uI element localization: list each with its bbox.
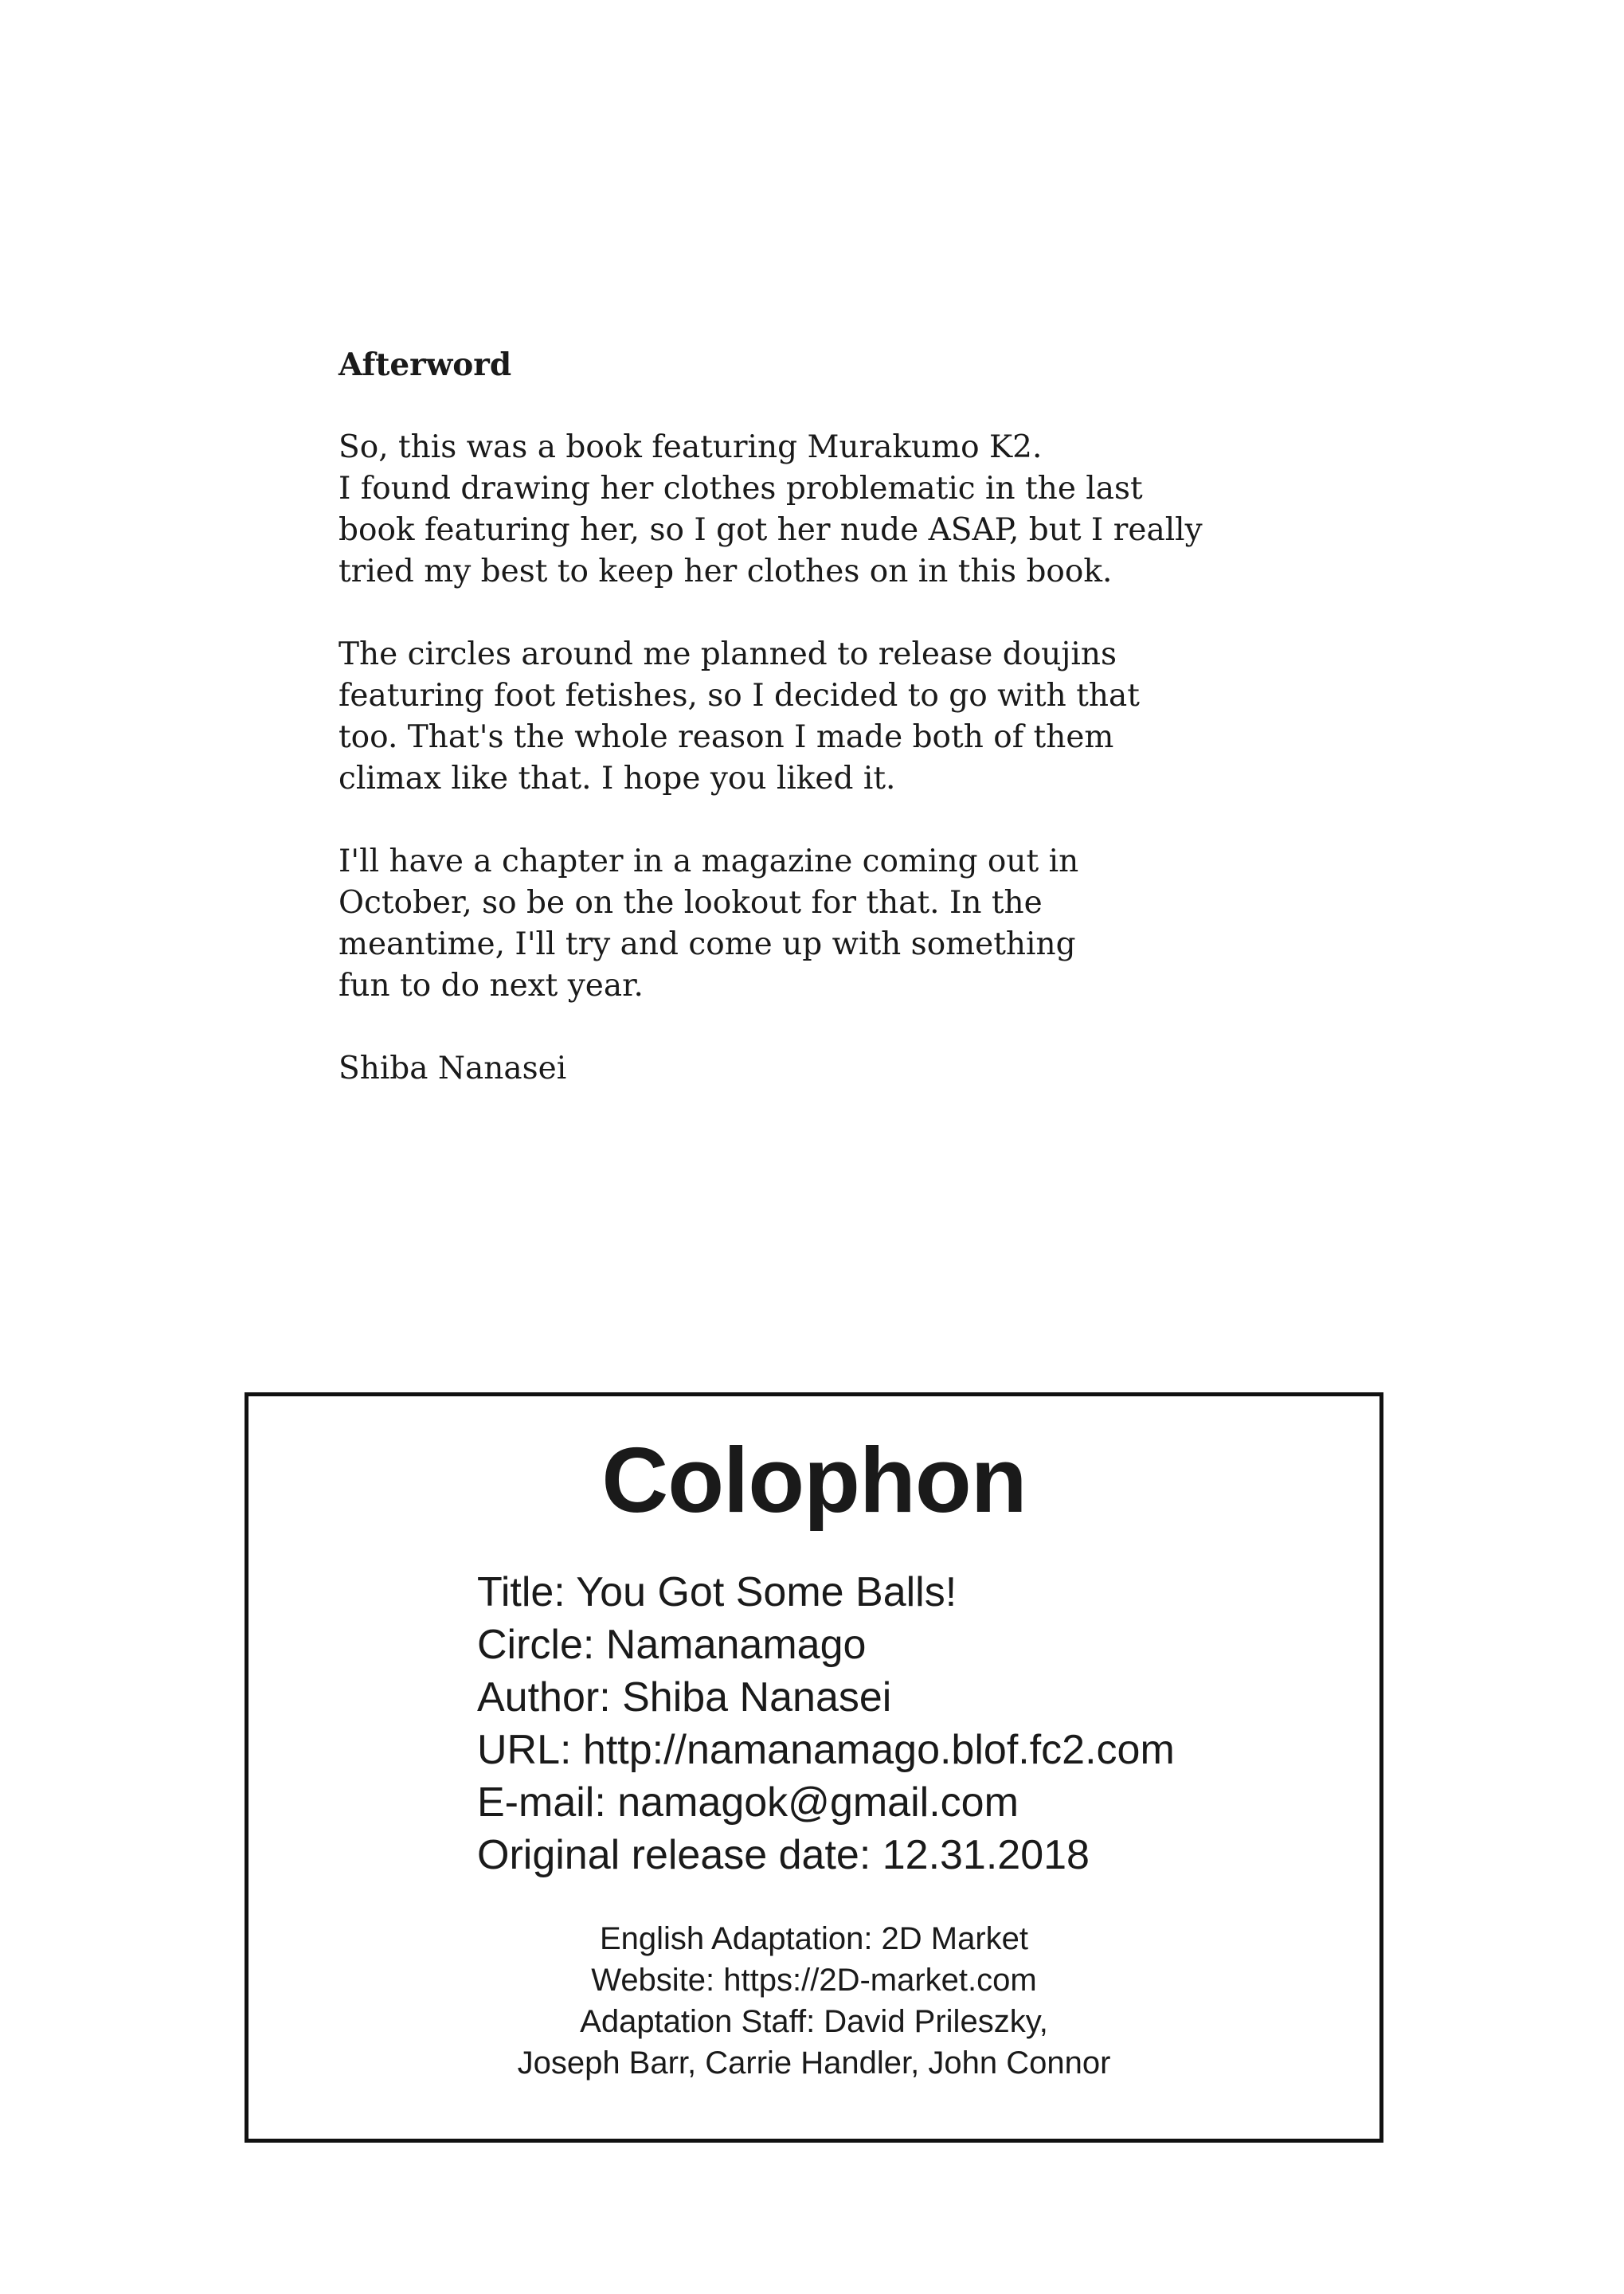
afterword-heading: Afterword [338,346,512,383]
colophon-fields [477,1566,1175,1881]
colophon-box [245,1392,1383,2143]
colophon-credits [248,1918,1379,2084]
credit-staff-line-2: Joseph Barr, Carrie Handler, John Connor [517,2045,1111,2081]
colophon-author-field: Author: Shiba Nanasei [477,1674,892,1720]
afterword-paragraph-1: So, this was a book featuring Murakumo K2. I found drawing her clothes problematic in the last book featuring her, so I got her nude ASAP, but I really tried my best to keep her clothes on in this book. [338,429,1203,589]
colophon-title-field: Title: You Got Some Balls! [477,1569,957,1615]
colophon-url-field: URL: http://namanamago.blof.fc2.com [477,1727,1175,1773]
afterword-section [338,344,1294,1090]
credit-staff-line-1: Adaptation Staff: David Prileszky, [580,2004,1048,2039]
colophon-circle-field: Circle: Namanamago [477,1622,867,1668]
colophon-release-date-field: Original release date: 12.31.2018 [477,1832,1090,1878]
credit-adaptation: English Adaptation: 2D Market [599,1921,1029,1956]
colophon-title: Colophon [601,1428,1027,1532]
afterword-signature: Shiba Nanasei [338,1051,567,1086]
afterword-paragraph-2: The circles around me planned to release doujins featuring foot fetishes, so I decided to go with that too. That's the whole reason I made both of them climax like that. I hope you liked it. [338,636,1140,797]
afterword-paragraph-3: I'll have a chapter in a magazine coming out in October, so be on the lookout for that. In the meantime, I'll try and come up with something fun to do next year. [338,844,1079,1004]
credit-website: Website: https://2D-market.com [591,1963,1037,1998]
colophon-email-field: E-mail: namagok@gmail.com [477,1779,1019,1826]
